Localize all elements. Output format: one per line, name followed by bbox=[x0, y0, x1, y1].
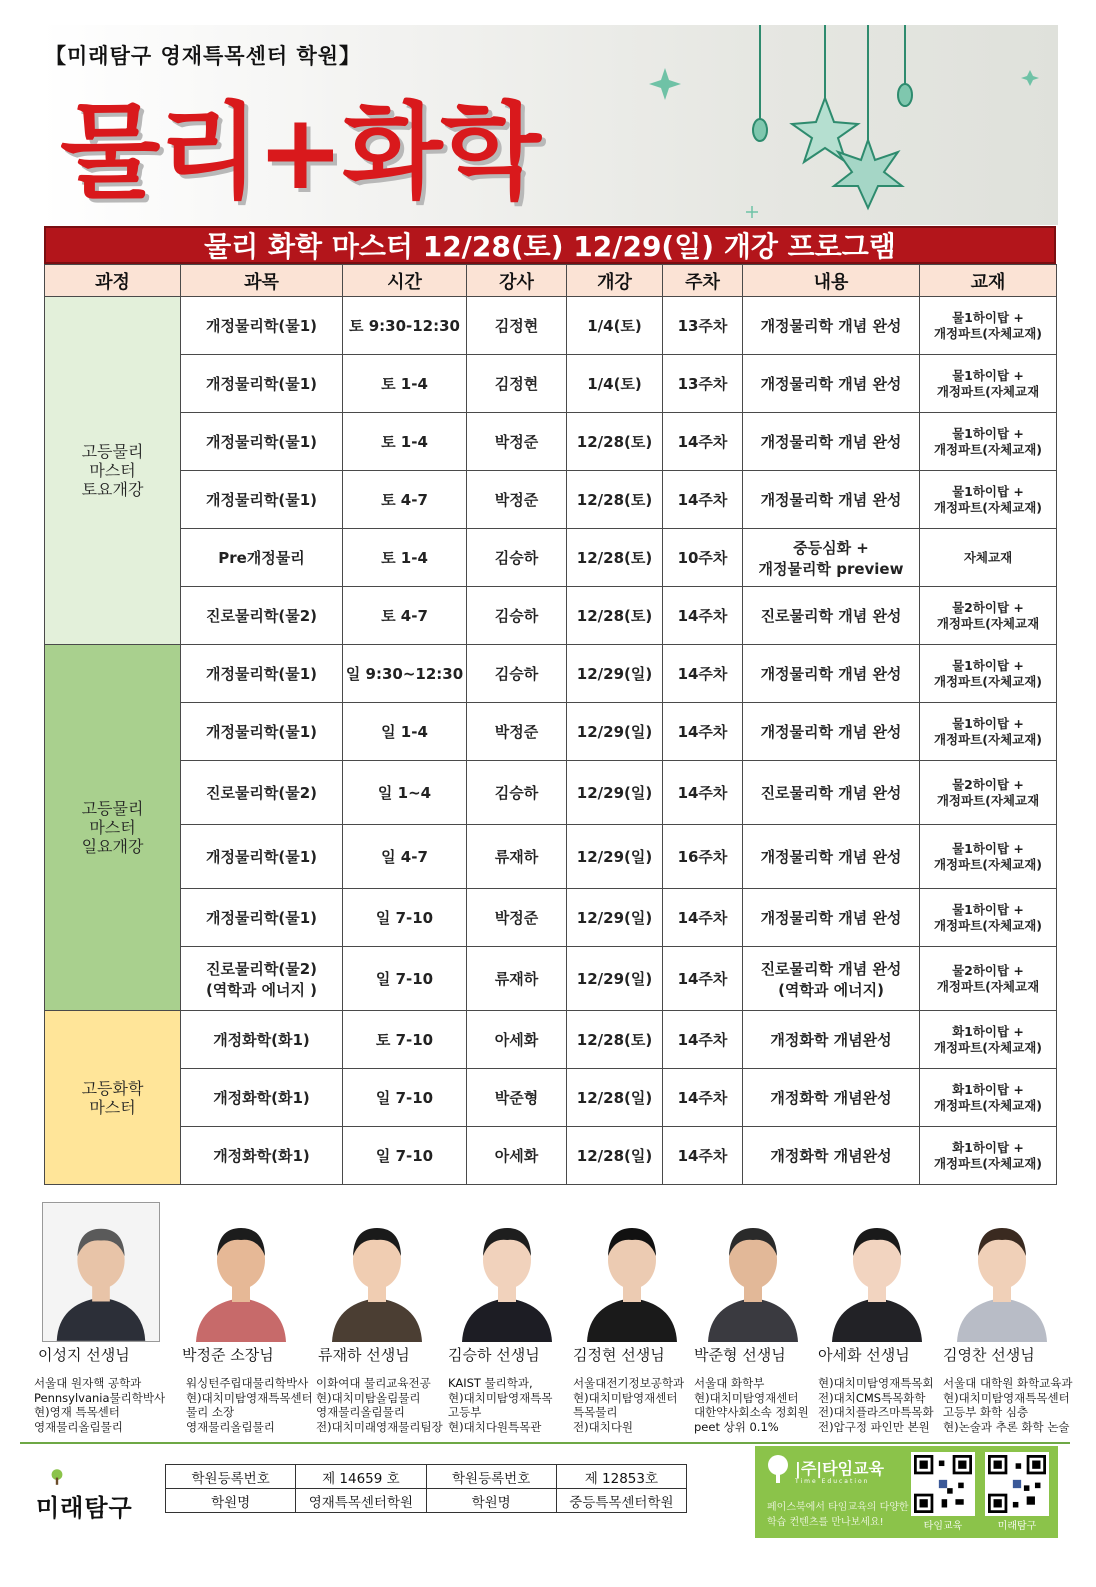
teacher-cell: 박정준 bbox=[467, 413, 567, 471]
teacher-portrait-icon bbox=[818, 1202, 936, 1342]
content-cell-line: 개정물리학 개념 완성 bbox=[760, 665, 902, 683]
reg-cell: 영재특목센터학원 bbox=[296, 1489, 426, 1513]
teacher-bio-line: 고등부 화학 심층 bbox=[943, 1405, 1029, 1419]
subject-cell-line: 개정물리학(물1) bbox=[205, 665, 318, 683]
content-cell-line: 개정물리학 개념 완성 bbox=[760, 848, 902, 866]
content-cell bbox=[743, 471, 920, 529]
weeks-cell: 14주차 bbox=[663, 889, 743, 947]
time-cell: 토 1-4 bbox=[343, 529, 467, 587]
teacher-photo bbox=[42, 1202, 160, 1342]
content-cell-line: 진로물리학 개념 완성 bbox=[760, 607, 902, 625]
table-row bbox=[45, 1127, 1057, 1185]
textbook-cell-line: 화1하이탑 + bbox=[952, 1139, 1024, 1155]
time-cell: 토 1-4 bbox=[343, 355, 467, 413]
teacher-photo bbox=[943, 1202, 1061, 1342]
course-group-label: 마스터 bbox=[89, 818, 136, 837]
table-row bbox=[45, 413, 1057, 471]
start-date-cell: 12/29(일) bbox=[567, 825, 663, 889]
weeks-cell: 14주차 bbox=[663, 471, 743, 529]
table-header-row bbox=[45, 265, 1057, 297]
teacher-bio-line: 현)대치미탐영재특목 bbox=[448, 1390, 553, 1405]
textbook-cell-line: 물1하이탑 + bbox=[952, 425, 1024, 441]
time-cell: 일 7-10 bbox=[343, 947, 467, 1011]
content-cell bbox=[743, 355, 920, 413]
reg-cell: 학원명 bbox=[166, 1489, 296, 1513]
textbook-cell-line: 개정파트(자체교재) bbox=[933, 325, 1043, 341]
content-cell bbox=[743, 761, 920, 825]
textbook-cell bbox=[920, 825, 1057, 889]
course-group-label: 고등물리 bbox=[81, 799, 144, 818]
subject-cell-line: 개정물리학(물1) bbox=[205, 909, 318, 927]
textbook-cell bbox=[920, 529, 1057, 587]
subject-cell bbox=[181, 297, 343, 355]
subject-cell bbox=[181, 947, 343, 1011]
time-cell: 일 1-4 bbox=[343, 703, 467, 761]
content-cell bbox=[743, 413, 920, 471]
weeks-cell: 14주차 bbox=[663, 1127, 743, 1185]
textbook-cell-line: 개정파트(자체교재) bbox=[933, 441, 1043, 457]
content-cell-line: 개정화학 개념완성 bbox=[770, 1147, 892, 1165]
weeks-cell: 13주차 bbox=[663, 297, 743, 355]
start-date-cell: 12/28(토) bbox=[567, 529, 663, 587]
time-cell: 토 4-7 bbox=[343, 587, 467, 645]
teacher-bio-line: 서울대전기정보공학과 bbox=[573, 1376, 685, 1390]
content-cell bbox=[743, 1011, 920, 1069]
teacher-photo bbox=[448, 1202, 566, 1342]
teacher-portrait-icon bbox=[318, 1202, 436, 1342]
column-header: 과정 bbox=[45, 265, 181, 297]
time-cell: 토 9:30-12:30 bbox=[343, 297, 467, 355]
teacher-bio-line: 전)압구정 파인만 본원 bbox=[818, 1419, 930, 1434]
teacher-portrait-icon bbox=[182, 1202, 300, 1342]
teacher-cell: 김승하 bbox=[467, 761, 567, 825]
teacher-cell: 박정준 bbox=[467, 471, 567, 529]
textbook-cell-line: 물2하이탑 + bbox=[952, 599, 1024, 615]
column-header: 개강 bbox=[567, 265, 663, 297]
teacher-cell: 박정준 bbox=[467, 889, 567, 947]
teacher-cell: 류재하 bbox=[467, 947, 567, 1011]
table-row bbox=[45, 947, 1057, 1011]
textbook-cell bbox=[920, 413, 1057, 471]
textbook-cell bbox=[920, 889, 1057, 947]
textbook-cell-line: 물1하이탑 + bbox=[952, 901, 1024, 917]
reg-cell: 제 12853호 bbox=[556, 1465, 686, 1489]
time-cell: 일 4-7 bbox=[343, 825, 467, 889]
teacher-cell: 김승하 bbox=[467, 529, 567, 587]
time-cell: 토 1-4 bbox=[343, 413, 467, 471]
teacher-name: 류재하 선생님 bbox=[318, 1346, 410, 1364]
teacher-photo bbox=[573, 1202, 691, 1342]
textbook-cell-line: 개정파트(자체교재 bbox=[936, 383, 1040, 399]
program-banner: 물리 화학 마스터 12/28(토) 12/29(일) 개강 프로그램 bbox=[44, 226, 1056, 264]
content-cell-line: 개정물리학 개념 완성 bbox=[760, 375, 902, 393]
qr-code-icon[interactable] bbox=[985, 1452, 1049, 1516]
tree-icon bbox=[765, 1454, 791, 1484]
subject-cell bbox=[181, 703, 343, 761]
weeks-cell: 13주차 bbox=[663, 355, 743, 413]
course-group-label: 토요개강 bbox=[81, 480, 144, 499]
course-group-label: 마스터 bbox=[89, 461, 136, 480]
teacher-bio-line: 현)대치미탐영재특목회 bbox=[818, 1376, 934, 1390]
textbook-cell bbox=[920, 587, 1057, 645]
content-cell bbox=[743, 1069, 920, 1127]
teacher-bio-line: 서울대 원자핵 공학과 bbox=[34, 1376, 142, 1390]
textbook-cell bbox=[920, 947, 1057, 1011]
teacher-bio-line: 물리 소장 bbox=[186, 1405, 235, 1419]
textbook-cell-line: 물1하이탑 + bbox=[952, 657, 1024, 673]
start-date-cell: 1/4(토) bbox=[567, 297, 663, 355]
content-cell bbox=[743, 947, 920, 1011]
teacher-bio-line: 영재물리올림물리 bbox=[34, 1419, 123, 1434]
teacher-bio-line: 특목물리 bbox=[573, 1405, 618, 1419]
teacher-portrait-icon bbox=[43, 1203, 159, 1341]
table-row bbox=[45, 471, 1057, 529]
weeks-cell: 14주차 bbox=[663, 947, 743, 1011]
page-title: 물리+화학 bbox=[60, 91, 539, 213]
time-cell: 일 1~4 bbox=[343, 761, 467, 825]
teacher-bio-line: 영재물리올림물리 bbox=[316, 1405, 405, 1419]
textbook-cell-line: 화1하이탑 + bbox=[952, 1023, 1024, 1039]
textbook-cell-line: 물1하이탑 + bbox=[952, 483, 1024, 499]
table-row bbox=[45, 587, 1057, 645]
textbook-cell-line: 물1하이탑 + bbox=[952, 840, 1024, 856]
teacher-bio-line: 현)대치미탐영재센터 bbox=[573, 1390, 678, 1405]
teacher-cell: 김정현 bbox=[467, 355, 567, 413]
table-row bbox=[45, 1069, 1057, 1127]
content-cell-line: 개정물리학 개념 완성 bbox=[760, 909, 902, 927]
subject-cell-line: 개정화학(화1) bbox=[213, 1147, 310, 1165]
course-group-cell bbox=[45, 645, 181, 1011]
time-cell: 일 7-10 bbox=[343, 1127, 467, 1185]
teacher-bio-line: 이화여대 물리교육전공 bbox=[316, 1376, 431, 1390]
subject-cell bbox=[181, 645, 343, 703]
content-cell bbox=[743, 825, 920, 889]
textbook-cell-line: 물2하이탑 + bbox=[952, 776, 1024, 792]
textbook-cell bbox=[920, 645, 1057, 703]
textbook-cell bbox=[920, 471, 1057, 529]
start-date-cell: 12/29(일) bbox=[567, 761, 663, 825]
time-education-promo[interactable] bbox=[755, 1446, 1058, 1538]
teacher-cell: 김승하 bbox=[467, 645, 567, 703]
teacher-bio bbox=[943, 1376, 1096, 1434]
start-date-cell: 12/29(일) bbox=[567, 947, 663, 1011]
subject-cell-line: 개정물리학(물1) bbox=[205, 723, 318, 741]
textbook-cell-line: 개정파트(자체교재) bbox=[933, 1097, 1043, 1113]
column-header: 시간 bbox=[343, 265, 467, 297]
textbook-cell-line: 개정파트(자체교재) bbox=[933, 673, 1043, 689]
weeks-cell: 14주차 bbox=[663, 761, 743, 825]
registration-table bbox=[165, 1464, 687, 1513]
mirae-logo-text: 미래탐구 bbox=[36, 1494, 133, 1522]
reg-cell: 학원명 bbox=[426, 1489, 556, 1513]
teacher-bio-line: 대한약사회소속 정회원 bbox=[694, 1405, 809, 1419]
weeks-cell: 14주차 bbox=[663, 1069, 743, 1127]
teacher-photo bbox=[182, 1202, 300, 1342]
teacher-cell: 아세화 bbox=[467, 1011, 567, 1069]
weeks-cell: 14주차 bbox=[663, 645, 743, 703]
textbook-cell bbox=[920, 1127, 1057, 1185]
reg-cell: 제 14659 호 bbox=[296, 1465, 426, 1489]
teacher-photo bbox=[818, 1202, 936, 1342]
textbook-cell bbox=[920, 355, 1057, 413]
subject-cell bbox=[181, 889, 343, 947]
teacher-cell: 박준형 bbox=[467, 1069, 567, 1127]
weeks-cell: 14주차 bbox=[663, 587, 743, 645]
course-group-cell bbox=[45, 1011, 181, 1185]
column-header: 내용 bbox=[743, 265, 920, 297]
teacher-bio-line: 현)영재 특목센터 bbox=[34, 1405, 120, 1419]
subject-cell bbox=[181, 529, 343, 587]
subject-cell-line: 개정물리학(물1) bbox=[205, 375, 318, 393]
teacher-cell: 박정준 bbox=[467, 703, 567, 761]
textbook-cell-line: 물1하이탑 + bbox=[952, 715, 1024, 731]
textbook-cell-line: 화1하이탑 + bbox=[952, 1081, 1024, 1097]
textbook-cell-line: 물2하이탑 + bbox=[952, 962, 1024, 978]
content-cell-line: 개정물리학 preview bbox=[758, 559, 904, 578]
subject-cell bbox=[181, 471, 343, 529]
teacher-portrait-icon bbox=[943, 1202, 1061, 1342]
teacher-bio-line: 현)대치다원특목관 bbox=[448, 1419, 542, 1434]
textbook-cell-line: 물1하이탑 + bbox=[952, 367, 1024, 383]
qr-label: 타임교육 bbox=[923, 1521, 963, 1532]
table-row bbox=[45, 1011, 1057, 1069]
teacher-bio-line: KAIST 물리학과, bbox=[448, 1376, 533, 1390]
reg-cell: 중등특목센터학원 bbox=[556, 1489, 686, 1513]
teacher-bio-line: 전)대치플라즈마특목화 bbox=[818, 1405, 934, 1419]
teacher-bio-line: 현)논술과 추론 화학 논술 bbox=[943, 1419, 1070, 1434]
textbook-cell-line: 개정파트(자체교재 bbox=[936, 792, 1040, 808]
table-row bbox=[45, 889, 1057, 947]
promo-text bbox=[767, 1500, 909, 1530]
subject-cell bbox=[181, 825, 343, 889]
textbook-cell-line: 개정파트(자체교재) bbox=[933, 499, 1043, 515]
teacher-bio-line: peet 상위 0.1% bbox=[694, 1419, 779, 1434]
subject-cell bbox=[181, 1011, 343, 1069]
start-date-cell: 12/29(일) bbox=[567, 703, 663, 761]
teacher-name: 김영찬 선생님 bbox=[943, 1346, 1035, 1364]
registration-row bbox=[166, 1489, 687, 1513]
content-cell-line: 중등심화 + bbox=[793, 538, 869, 557]
qr-pattern-icon bbox=[988, 1455, 1046, 1513]
teacher-cell: 아세화 bbox=[467, 1127, 567, 1185]
reg-cell: 학원등록번호 bbox=[166, 1465, 296, 1489]
textbook-cell bbox=[920, 1011, 1057, 1069]
teacher-portrait-icon bbox=[694, 1202, 812, 1342]
time-cell: 토 4-7 bbox=[343, 471, 467, 529]
content-cell bbox=[743, 889, 920, 947]
column-header: 주차 bbox=[663, 265, 743, 297]
subject-cell-line: 개정물리학(물1) bbox=[205, 317, 318, 335]
teacher-photo bbox=[694, 1202, 812, 1342]
content-cell-line: 진로물리학 개념 완성 bbox=[760, 959, 902, 978]
course-group-label: 고등화학 bbox=[81, 1078, 144, 1098]
subject-cell bbox=[181, 413, 343, 471]
content-cell-line: 개정물리학 개념 완성 bbox=[760, 317, 902, 335]
teacher-cell: 김승하 bbox=[467, 587, 567, 645]
start-date-cell: 12/29(일) bbox=[567, 889, 663, 947]
promo-text-line: 페이스북에서 타임교육의 다양한 bbox=[767, 1502, 909, 1513]
time-cell: 일 7-10 bbox=[343, 889, 467, 947]
teacher-bio-line: 현)대치미탐영재특목센터 bbox=[186, 1390, 313, 1405]
textbook-cell-line: 개정파트(자체교재 bbox=[936, 615, 1040, 631]
textbook-cell-line: 개정파트(자체교재) bbox=[933, 917, 1043, 933]
content-cell bbox=[743, 645, 920, 703]
teacher-bio-line: 전)대치다원 bbox=[573, 1419, 634, 1434]
textbook-cell-line: 개정파트(자체교재) bbox=[933, 1039, 1043, 1055]
content-cell-line: 개정물리학 개념 완성 bbox=[760, 723, 902, 741]
footer-divider bbox=[20, 1442, 1070, 1444]
textbook-cell-line: 개정파트(자체교재) bbox=[933, 731, 1043, 747]
start-date-cell: 12/29(일) bbox=[567, 645, 663, 703]
column-header: 과목 bbox=[181, 265, 343, 297]
teacher-name: 이성지 선생님 bbox=[38, 1346, 130, 1364]
table-body bbox=[45, 297, 1057, 1185]
qr-pattern-icon bbox=[914, 1455, 972, 1513]
subject-cell bbox=[181, 761, 343, 825]
teacher-portrait-icon bbox=[448, 1202, 566, 1342]
content-cell-line: 개정물리학 개념 완성 bbox=[760, 433, 902, 451]
subject-cell-line: 개정물리학(물1) bbox=[205, 848, 318, 866]
teacher-name: 김승하 선생님 bbox=[448, 1346, 540, 1364]
textbook-cell bbox=[920, 761, 1057, 825]
teacher-bio-line: 현)대치미탐영재특목센터 bbox=[943, 1390, 1070, 1405]
subject-cell bbox=[181, 355, 343, 413]
teacher-name: 박준형 선생님 bbox=[694, 1346, 786, 1364]
content-cell-line: 개정화학 개념완성 bbox=[770, 1031, 892, 1049]
textbook-cell-line: 물1하이탑 + bbox=[952, 309, 1024, 325]
content-cell-line: 개정화학 개념완성 bbox=[770, 1089, 892, 1107]
content-cell bbox=[743, 1127, 920, 1185]
time-cell: 일 9:30~12:30 bbox=[343, 645, 467, 703]
teacher-bio-line: 서울대 화학부 bbox=[694, 1376, 765, 1390]
teacher-bio-line: 현)대치미탐올림물리 bbox=[316, 1390, 421, 1405]
table-row bbox=[45, 703, 1057, 761]
teacher-bio-line: 현)대치미탐영재센터 bbox=[694, 1390, 799, 1405]
subject-cell-line: 개정물리학(물1) bbox=[205, 491, 318, 509]
textbook-cell bbox=[920, 703, 1057, 761]
table-row bbox=[45, 645, 1057, 703]
weeks-cell: 10주차 bbox=[663, 529, 743, 587]
registration-row bbox=[166, 1465, 687, 1489]
teacher-bio-line: 전)대치미래영재물리팀장 bbox=[316, 1419, 443, 1434]
start-date-cell: 12/28(토) bbox=[567, 471, 663, 529]
schedule-table bbox=[44, 264, 1057, 1185]
table-row bbox=[45, 825, 1057, 889]
table-row bbox=[45, 529, 1057, 587]
qr-label: 미래탐구 bbox=[997, 1521, 1037, 1532]
start-date-cell: 1/4(토) bbox=[567, 355, 663, 413]
content-cell bbox=[743, 703, 920, 761]
textbook-cell-line: 개정파트(자체교재) bbox=[933, 1155, 1043, 1171]
teacher-bio bbox=[34, 1376, 204, 1434]
qr-code-icon[interactable] bbox=[911, 1452, 975, 1516]
subject-cell-line: 진로물리학(물2) bbox=[205, 959, 318, 978]
table-row bbox=[45, 355, 1057, 413]
subject-cell bbox=[181, 1127, 343, 1185]
course-group-label: 마스터 bbox=[89, 1097, 136, 1117]
teacher-name: 아세화 선생님 bbox=[818, 1346, 910, 1364]
table-row bbox=[45, 761, 1057, 825]
content-cell-line: 개정물리학 개념 완성 bbox=[760, 491, 902, 509]
teacher-bio-line: 고등부 bbox=[448, 1405, 482, 1419]
column-header: 교재 bbox=[920, 265, 1057, 297]
start-date-cell: 12/28(토) bbox=[567, 1011, 663, 1069]
subject-cell bbox=[181, 587, 343, 645]
textbook-cell bbox=[920, 297, 1057, 355]
textbook-cell bbox=[920, 1069, 1057, 1127]
teacher-cell: 김정현 bbox=[467, 297, 567, 355]
teacher-name: 김정현 선생님 bbox=[573, 1346, 665, 1364]
textbook-cell-line: 개정파트(자체교재) bbox=[933, 856, 1043, 872]
course-group-cell bbox=[45, 297, 181, 645]
subject-cell-line: 진로물리학(물2) bbox=[205, 784, 318, 802]
subject-cell-line: 진로물리학(물2) bbox=[205, 607, 318, 625]
teacher-bio-line: 서울대 대학원 화학교육과 bbox=[943, 1376, 1073, 1390]
weeks-cell: 16주차 bbox=[663, 825, 743, 889]
start-date-cell: 12/28(토) bbox=[567, 413, 663, 471]
content-cell-line: (역학과 에너지) bbox=[778, 980, 884, 999]
subject-cell-line: Pre개정물리 bbox=[218, 549, 305, 567]
content-cell bbox=[743, 587, 920, 645]
teacher-portrait-icon bbox=[573, 1202, 691, 1342]
promo-text-line: 학습 컨텐츠를 만나보세요! bbox=[767, 1517, 884, 1528]
textbook-cell-line: 개정파트(자체교재 bbox=[936, 978, 1040, 994]
teacher-section bbox=[18, 1180, 1073, 1440]
subject-cell bbox=[181, 1069, 343, 1127]
content-cell-line: 진로물리학 개념 완성 bbox=[760, 784, 902, 802]
teacher-bio-line: Pennsylvania물리학박사 bbox=[34, 1390, 166, 1405]
content-cell bbox=[743, 529, 920, 587]
course-group-label: 고등물리 bbox=[81, 442, 144, 461]
column-header: 강사 bbox=[467, 265, 567, 297]
teacher-bio-line: 전)대치CMS특목화학 bbox=[818, 1390, 926, 1405]
reg-cell: 학원등록번호 bbox=[426, 1465, 556, 1489]
promo-brand-sub: Time Education bbox=[795, 1478, 870, 1485]
textbook-cell-line: 자체교재 bbox=[963, 549, 1013, 565]
teacher-cell: 류재하 bbox=[467, 825, 567, 889]
start-date-cell: 12/28(일) bbox=[567, 1127, 663, 1185]
subject-cell-line: 개정화학(화1) bbox=[213, 1031, 310, 1049]
teacher-photo bbox=[318, 1202, 436, 1342]
subject-cell-line: (역학과 에너지 ) bbox=[205, 980, 318, 999]
start-date-cell: 12/28(토) bbox=[567, 587, 663, 645]
time-cell: 토 7-10 bbox=[343, 1011, 467, 1069]
time-cell: 일 7-10 bbox=[343, 1069, 467, 1127]
weeks-cell: 14주차 bbox=[663, 703, 743, 761]
course-group-label: 일요개강 bbox=[81, 837, 144, 856]
academy-name: 【미래탐구 영재특목센터 학원】 bbox=[45, 44, 362, 68]
subject-cell-line: 개정물리학(물1) bbox=[205, 433, 318, 451]
start-date-cell: 12/28(일) bbox=[567, 1069, 663, 1127]
teacher-bio-line: 영재물리올림물리 bbox=[186, 1419, 275, 1434]
content-cell bbox=[743, 297, 920, 355]
teacher-bio-line: 워싱턴주립대물리학박사 bbox=[186, 1376, 309, 1390]
teacher-name: 박정준 소장님 bbox=[182, 1346, 274, 1364]
promo-brand: |주|타임교육 bbox=[795, 1459, 884, 1478]
weeks-cell: 14주차 bbox=[663, 1011, 743, 1069]
subject-cell-line: 개정화학(화1) bbox=[213, 1089, 310, 1107]
weeks-cell: 14주차 bbox=[663, 413, 743, 471]
table-row bbox=[45, 297, 1057, 355]
